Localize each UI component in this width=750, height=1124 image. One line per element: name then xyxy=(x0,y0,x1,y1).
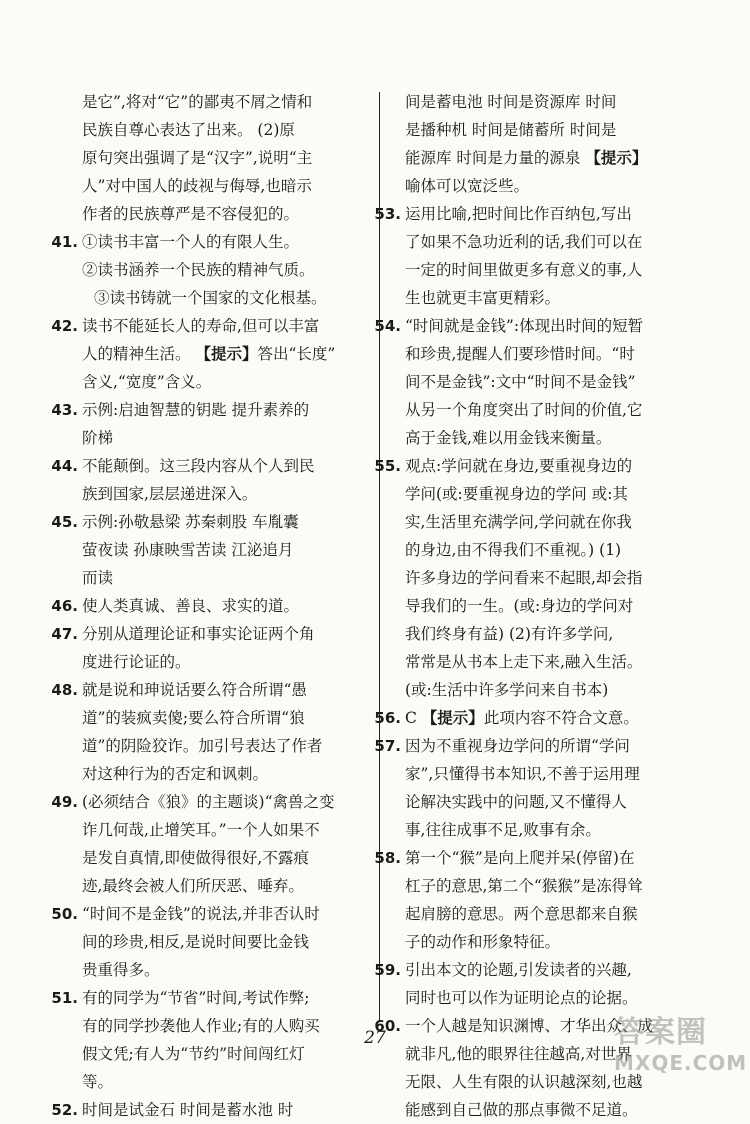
text-line: 高于金钱,难以用金钱来衡量。 xyxy=(405,429,612,447)
text-line: 导我们的一生。(或:身边的学问对 xyxy=(405,597,634,615)
text-line: 迹,最终会被人们所厌恶、唾弃。 xyxy=(82,877,304,895)
text-line: 引出本文的论题,引发读者的兴趣, xyxy=(405,961,632,979)
text-line: ②读书涵养一个民族的精神气质。 xyxy=(82,261,315,279)
text-line: 因为不重视身边学问的所谓“学问 xyxy=(405,737,630,755)
text-line: 许多身边的学问看来不起眼,却会指 xyxy=(405,569,643,587)
answer-53 xyxy=(374,200,683,312)
answer-44 xyxy=(51,452,366,508)
answer-59 xyxy=(374,956,683,1012)
text-line: 一定的时间里做更多有意义的事,人 xyxy=(405,261,643,279)
text-line: 贵重得多。 xyxy=(82,961,160,979)
answer-42 xyxy=(51,312,366,396)
tip-text: 此项内容不符合文意。 xyxy=(483,709,639,727)
text-line: 族到国家,层层递进深入。 xyxy=(82,485,258,503)
answer-50 xyxy=(51,900,366,984)
text-line: 观点:学问就在身边,要重视身边的 xyxy=(405,457,633,475)
tip-label: 【提示】 xyxy=(195,345,258,363)
answer-number: 42. xyxy=(51,317,78,335)
text-line: 间的珍贵,相反,是说时间要比金钱 xyxy=(82,933,309,951)
text-line: (或:生活中许多学问来自书本) xyxy=(405,681,609,699)
text-line: 我们终身有益) (2)有许多学问, xyxy=(405,625,614,643)
text-line: 是播种机 时间是储蓄所 时间是 xyxy=(405,121,617,139)
left-column xyxy=(51,88,366,1124)
text-line: 不能颠倒。这三段内容从个人到民 xyxy=(82,457,315,475)
text-line: 事,往往成事不足,败事有余。 xyxy=(405,821,601,839)
answer-number: 43. xyxy=(51,401,78,419)
tip-label: 【提示】 xyxy=(421,709,484,727)
answer-46 xyxy=(51,592,366,620)
text-line: 的身边,由不得我们不重视。) (1) xyxy=(405,541,622,559)
text-line: ①读书丰富一个人的有限人生。 xyxy=(82,233,300,251)
answer-number: 58. xyxy=(374,849,401,867)
answer-number: 47. xyxy=(51,625,78,643)
right-continuation xyxy=(405,88,683,200)
text-line: 民族自尊心表达了出来。 (2)原 xyxy=(82,121,295,139)
tip-label: 【提示】 xyxy=(585,149,648,167)
text-line: 一个人越是知识渊博、才华出众、成 xyxy=(405,1017,654,1035)
answer-43 xyxy=(51,396,366,452)
text-line: 示例:启迪智慧的钥匙 提升素养的 xyxy=(82,401,310,419)
text-line: 和珍贵,提醒人们要珍惜时间。“时 xyxy=(405,345,635,363)
text-line: 无限、人生有限的认识越深刻,也越 xyxy=(405,1073,643,1091)
watermark-logo xyxy=(614,1007,748,1075)
answer-number: 53. xyxy=(374,205,401,223)
answer-47 xyxy=(51,620,366,676)
text-line: 间是蓄电池 时间是资源库 时间 xyxy=(405,93,617,111)
text-line: 读书不能延长人的寿命,但可以丰富 xyxy=(82,317,320,335)
answer-number: 57. xyxy=(374,737,401,755)
text-line: 家”,只懂得书本知识,不善于运用理 xyxy=(405,765,640,783)
answer-number: 45. xyxy=(51,513,78,531)
text-line: 实,生活里充满学问,学问就在你我 xyxy=(405,513,632,531)
answer-48 xyxy=(51,676,366,788)
text-line: 起肩膀的意思。两个意思都来自猴 xyxy=(405,905,638,923)
answer-number: 59. xyxy=(374,961,401,979)
text-line: 道”的装疯卖傻;要么符合所谓“狼 xyxy=(82,709,305,727)
answer-45 xyxy=(51,508,366,592)
answer-number: 56. xyxy=(374,709,401,727)
text-line: 而读 xyxy=(82,569,114,587)
text-line: 子的动作和形象特征。 xyxy=(405,933,561,951)
answer-number: 55. xyxy=(374,457,401,475)
text-line: 同时也可以作为证明论点的论据。 xyxy=(405,989,638,1007)
answer-52 xyxy=(51,1096,366,1124)
answer-number: 46. xyxy=(51,597,78,615)
page-number: 27 xyxy=(364,1028,386,1048)
answer-49 xyxy=(51,788,366,900)
text-line: 间不是金钱”:文中“时间不是金钱” xyxy=(405,373,636,391)
text-line: 度进行论证的。 xyxy=(82,653,191,671)
text-line: 对这种行为的否定和讽刺。 xyxy=(82,765,269,783)
answer-58 xyxy=(374,844,683,956)
answer-number: 51. xyxy=(51,989,78,1007)
answer-number: 48. xyxy=(51,681,78,699)
text-line: 能感到自己做的那点事微不足道。 xyxy=(405,1101,638,1119)
left-continuation xyxy=(82,88,366,228)
text-line: “时间不是金钱”的说法,并非否认时 xyxy=(82,905,320,923)
answer-number: 41. xyxy=(51,233,78,251)
text-line: 诈几何哉,止增笑耳。”一个人如果不 xyxy=(82,821,320,839)
text-line: 有的同学为“节省”时间,考试作弊; xyxy=(82,989,310,1007)
text-line: 论解决实践中的问题,又不懂得人 xyxy=(405,793,627,811)
text-line: 人的精神生活。 xyxy=(82,345,191,363)
text-line: 时间是试金石 时间是蓄水池 时 xyxy=(82,1101,294,1119)
answer-number: 60. xyxy=(374,1017,401,1035)
text-line: 阶梯 xyxy=(82,429,114,447)
text-line: 分别从道理论证和事实论证两个角 xyxy=(82,625,315,643)
answer-number: 54. xyxy=(374,317,401,335)
answer-number: 52. xyxy=(51,1101,78,1119)
text-line: 生也就更丰富更精彩。 xyxy=(405,289,561,307)
text-line: 运用比喻,把时间比作百纳包,写出 xyxy=(405,205,632,223)
text-line: 从另一个角度突出了时间的价值,它 xyxy=(405,401,643,419)
text-line: (必须结合《狼》的主题谈)“禽兽之变 xyxy=(82,793,335,811)
watermark-en: MXQE.COM xyxy=(614,1051,748,1075)
text-line: 常常是从书本上走下来,融入生活。 xyxy=(405,653,643,671)
text-line: 第一个“猴”是向上爬并呆(停留)在 xyxy=(405,849,635,867)
text-line: 就是说和珅说话要么符合所谓“愚 xyxy=(82,681,307,699)
text-line: ③读书铸就一个国家的文化根基。 xyxy=(94,289,327,307)
text-line: 道”的阴险狡诈。加引号表达了作者 xyxy=(82,737,323,755)
text-line: 含义,“宽度”含义。 xyxy=(82,373,212,391)
text-line: 就非凡,他的眼界往往越高,对世界 xyxy=(405,1045,632,1063)
text-line: 示例:孙敬悬梁 苏秦刺股 车胤囊 xyxy=(82,513,299,531)
text-line: 萤夜读 孙康映雪苦读 江泌追月 xyxy=(82,541,294,559)
text-line: 有的同学抄袭他人作业;有的人购买 xyxy=(82,1017,320,1035)
text-line: 杠子的意思,第二个“猴猴”是冻得耸 xyxy=(405,877,643,895)
text-line: 了如果不急功近利的话,我们可以在 xyxy=(405,233,643,251)
answer-54 xyxy=(374,312,683,452)
answer-number: 44. xyxy=(51,457,78,475)
text-line: C xyxy=(405,709,422,727)
watermark-cn: 答案圈 xyxy=(614,1015,707,1050)
text-line: 作者的民族尊严是不容侵犯的。 xyxy=(82,205,300,223)
text-line: 是它”,将对“它”的鄙夷不屑之情和 xyxy=(82,93,313,111)
text-line: 喻体可以宽泛些。 xyxy=(405,177,530,195)
answer-56 xyxy=(374,704,683,732)
text-line: 等。 xyxy=(82,1073,114,1091)
text-line: 能源库 时间是力量的源泉 xyxy=(405,149,581,167)
text-line: 假文凭;有人为“节约”时间闯红灯 xyxy=(82,1045,305,1063)
text-line: 人”对中国人的歧视与侮辱,也暗示 xyxy=(82,177,312,195)
text-line: 学问(或:要重视身边的学问 或:其 xyxy=(405,485,628,503)
text-line: “时间就是金钱”:体现出时间的短暂 xyxy=(405,317,644,335)
answer-55 xyxy=(374,452,683,704)
tip-text: 答出“长度” xyxy=(257,345,336,363)
text-line: 使人类真诚、善良、求实的道。 xyxy=(82,597,300,615)
text-line: 原句突出强调了是“汉字”,说明“主 xyxy=(82,149,313,167)
answer-number: 49. xyxy=(51,793,78,811)
answer-41 xyxy=(51,228,366,312)
answer-number: 50. xyxy=(51,905,78,923)
column-divider xyxy=(379,92,380,1022)
text-line: 是发自真情,即使做得很好,不露痕 xyxy=(82,849,309,867)
answer-57 xyxy=(374,732,683,844)
